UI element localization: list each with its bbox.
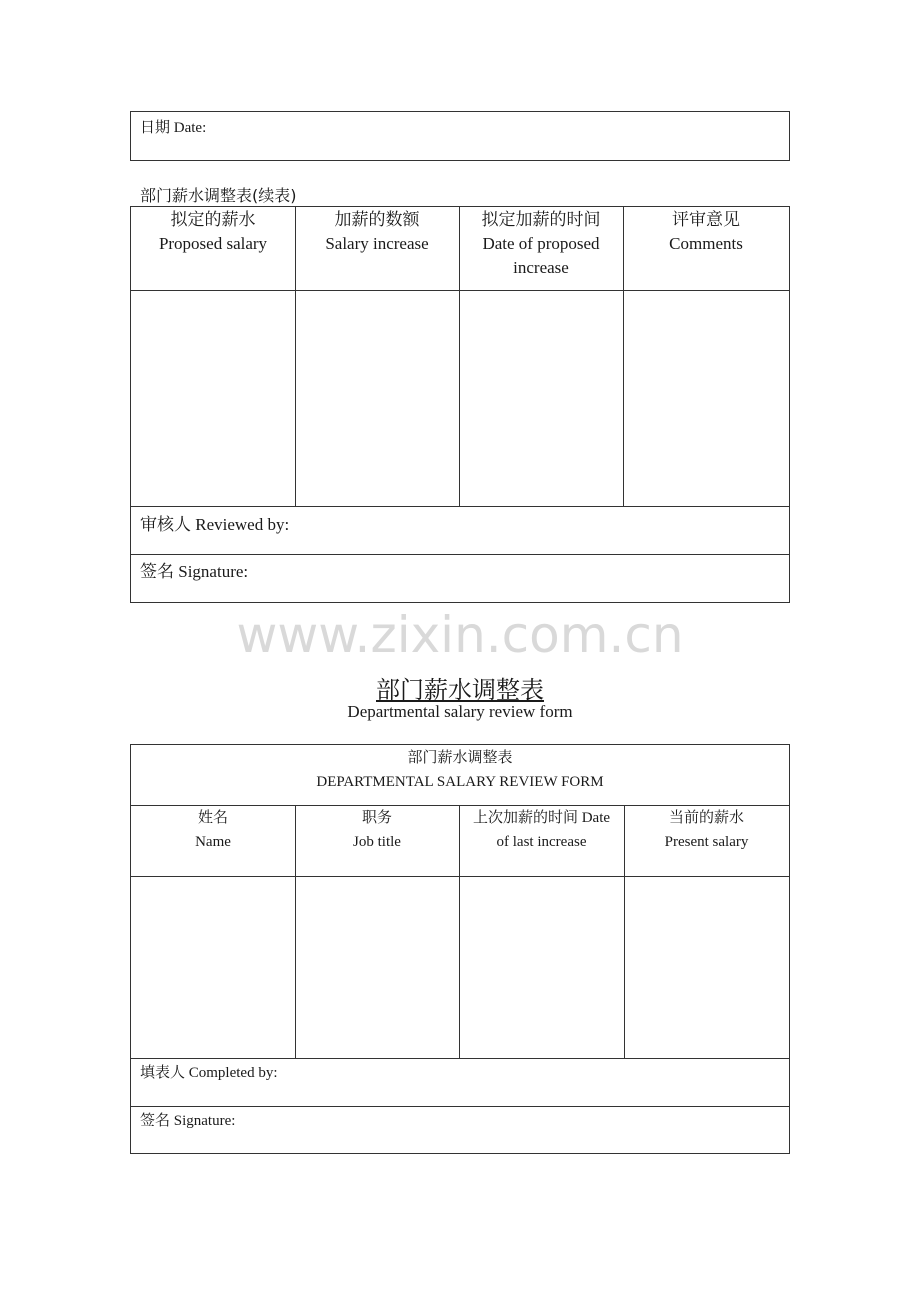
header-name: 姓名 Name: [195, 810, 231, 850]
header-salary-increase: 加薪的数额 Salary increase: [325, 210, 429, 253]
header-job-title: 职务 Job title: [353, 810, 401, 850]
row-divider: [131, 290, 789, 291]
completed-by-label: 填表人 Completed by:: [140, 1065, 278, 1081]
row-divider: [131, 554, 789, 555]
row-divider: [131, 1058, 789, 1059]
signature-label: 签名 Signature:: [140, 1113, 236, 1129]
header-comments: 评审意见 Comments: [669, 210, 743, 253]
form-subtitle: Departmental salary review form: [347, 702, 573, 721]
header-date-of-proposed-increase: 拟定加薪的时间 Date of proposed increase: [481, 210, 601, 277]
main-table: [130, 744, 790, 1154]
signature-label: 签名 Signature:: [140, 562, 249, 581]
form-title: 部门薪水调整表: [376, 676, 544, 704]
watermark: www.zixin.com.cn: [236, 606, 684, 664]
main-table-heading: 部门薪水调整表 DEPARTMENTAL SALARY REVIEW FORM: [316, 750, 604, 790]
date-box: [130, 111, 790, 161]
continued-table: [130, 206, 790, 603]
row-divider: [131, 506, 789, 507]
header-proposed-salary: 拟定的薪水 Proposed salary: [158, 210, 268, 253]
date-label: 日期 Date:: [140, 120, 207, 136]
header-present-salary: 当前的薪水 Present salary: [664, 810, 749, 850]
continued-table-title: 部门薪水调整表(续表): [140, 186, 297, 205]
row-divider: [131, 876, 789, 877]
reviewed-by-label: 审核人 Reviewed by:: [140, 515, 290, 534]
row-divider: [131, 1106, 789, 1107]
header-date-of-last-increase: 上次加薪的时间 Date of last increase: [472, 810, 611, 850]
